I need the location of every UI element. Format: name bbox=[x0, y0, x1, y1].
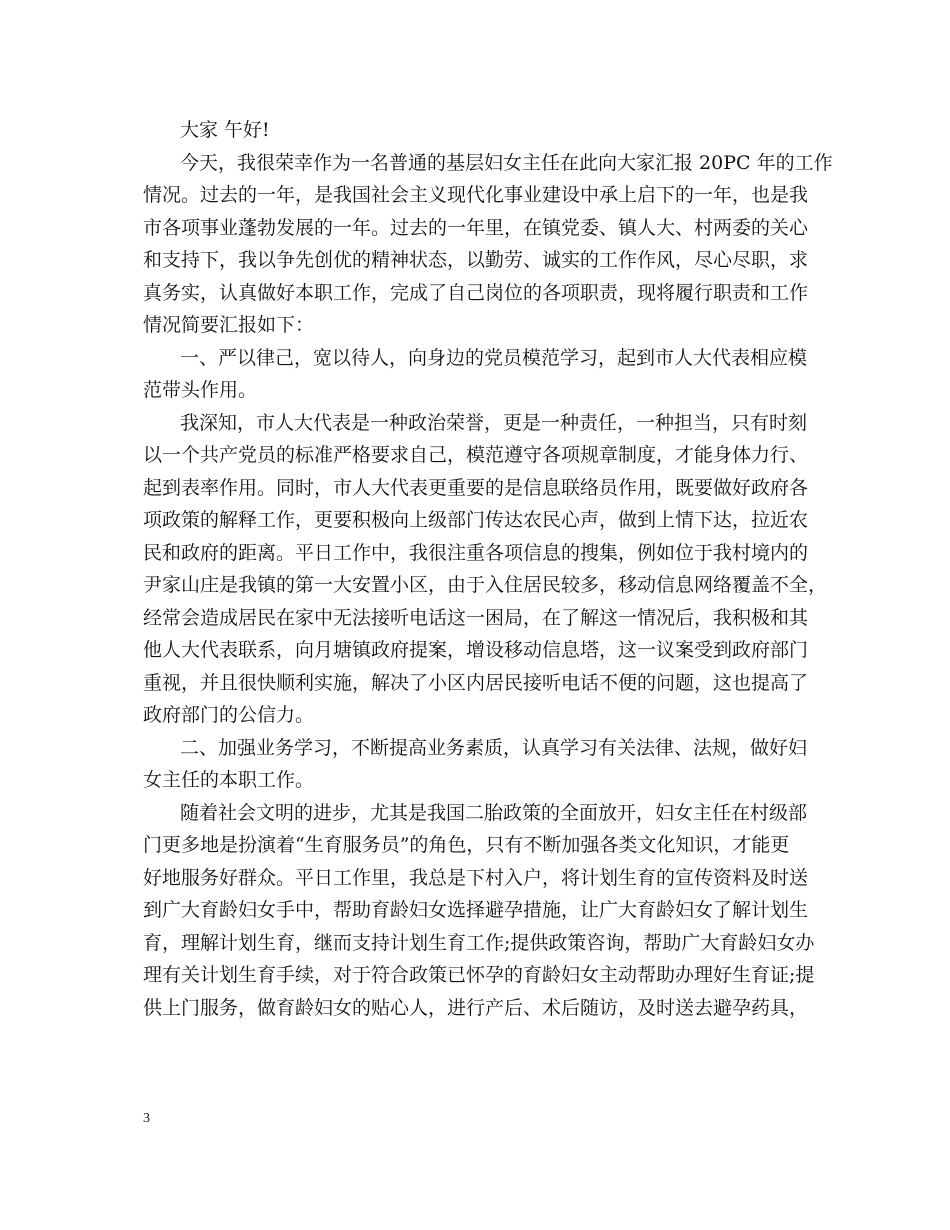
section-heading-line: 女主任的本职工作。 bbox=[143, 769, 315, 791]
text-line: 好地服务好群众。平日工作里，我总是下村入户，将计划生育的宣传资料及时送 bbox=[143, 866, 809, 889]
text-line: 市各项事业蓬勃发展的一年。过去的一年里，在镇党委、镇人大、村两委的关心 bbox=[143, 216, 809, 239]
text-line: 今天，我很荣幸作为一名普通的基层妇女主任在此向大家汇报 20PC 年的工作 bbox=[180, 151, 833, 174]
text-line: 民和政府的距离。平日工作中，我很注重各项信息的搜集，例如位于我村境内的 bbox=[143, 541, 809, 564]
text-line: 我深知，市人大代表是一种政治荣誉，更是一种责任，一种担当，只有时刻 bbox=[180, 411, 808, 434]
text-line: 政府部门的公信力。 bbox=[143, 704, 315, 726]
text-line: 他人大代表联系，向月塘镇政府提案，增设移动信息塔，这一议案受到政府部门 bbox=[143, 639, 809, 661]
section-heading-line: 一、严以律己，宽以待人，向身边的党员模范学习，起到市人大代表相应模 bbox=[180, 346, 808, 369]
greeting-line: 大家 午好! bbox=[180, 119, 270, 141]
text-line: 理有关计划生育手续，对于符合政策已怀孕的育龄妇女主动帮助办理好生育证;提 bbox=[143, 964, 815, 986]
text-line: 育，理解计划生育，继而支持计划生育工作;提供政策咨询，帮助广大育龄妇女办 bbox=[143, 931, 815, 954]
text-line: 和支持下，我以争先创优的精神状态，以勤劳、诚实的工作作风，尽心尽职，求 bbox=[143, 249, 809, 271]
text-line: 尹家山庄是我镇的第一大安置小区，由于入住居民较多，移动信息网络覆盖不全， bbox=[143, 574, 828, 596]
text-line: 起到表率作用。同时，市人大代表更重要的是信息联络员作用，既要做好政府各 bbox=[143, 476, 809, 499]
text-line: 到广大育龄妇女手中，帮助育龄妇女选择避孕措施，让广大育龄妇女了解计划生 bbox=[143, 899, 809, 921]
text-line: 项政策的解释工作，更要积极向上级部门传达农民心声，做到上情下达，拉近农 bbox=[143, 509, 809, 531]
section-heading-line: 二、加强业务学习，不断提高业务素质，认真学习有关法律、法规，做好妇 bbox=[180, 736, 808, 759]
text-line: 真务实，认真做好本职工作，完成了自己岗位的各项职责，现将履行职责和工作 bbox=[143, 281, 809, 304]
text-line: 经常会造成居民在家中无法接听电话这一困局，在了解这一情况后，我积极和其 bbox=[143, 606, 809, 629]
text-line: 重视，并且很快顺利实施，解决了小区内居民接听电话不便的问题，这也提高了 bbox=[143, 671, 809, 694]
section-heading-line: 范带头作用。 bbox=[143, 379, 258, 401]
text-line: 情况简要汇报如下： bbox=[143, 314, 315, 336]
text-line: 情况。过去的一年，是我国社会主义现代化事业建设中承上启下的一年，也是我 bbox=[143, 184, 809, 206]
text-line: 门更多地是扮演着“生育服务员”的角色，只有不断加强各类文化知识，才能更 bbox=[143, 834, 790, 856]
page-number: 3 bbox=[143, 1111, 150, 1126]
text-line: 以一个共产党员的标准严格要求自己，模范遵守各项规章制度，才能身体力行、 bbox=[143, 444, 809, 466]
text-line: 随着社会文明的进步，尤其是我国二胎政策的全面放开，妇女主任在村级部 bbox=[180, 801, 808, 824]
text-line: 供上门服务，做育龄妇女的贴心人，进行产后、术后随访，及时送去避孕药具， bbox=[143, 996, 809, 1019]
document-body bbox=[143, 114, 833, 1024]
